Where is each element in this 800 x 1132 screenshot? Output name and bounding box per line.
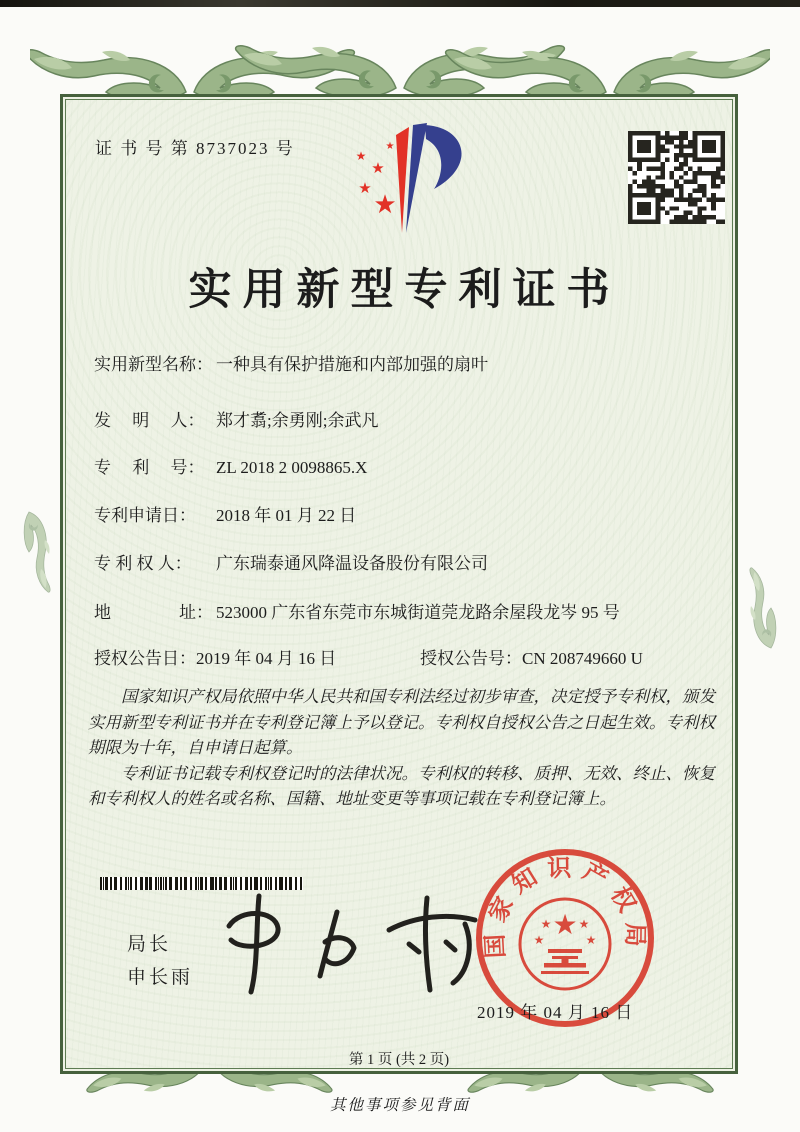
- grant-date-label: 授权公告日：: [94, 649, 196, 668]
- svg-text:★: ★: [373, 190, 397, 219]
- field-value: 一种具有保护措施和内部加强的扇叶: [216, 355, 488, 374]
- field-value: 广东瑞泰通风降温设备股份有限公司: [216, 554, 488, 573]
- field-label: 专 利 权 人：: [94, 554, 192, 573]
- officer-title: 局长: [127, 934, 172, 955]
- field-row-patent-number: [94, 453, 714, 478]
- field-row-patentee: [94, 549, 714, 574]
- svg-text:★: ★: [385, 141, 395, 152]
- cnipa-logo-icon: [338, 113, 488, 235]
- svg-text:★: ★: [552, 910, 578, 941]
- field-row-grant: [94, 644, 714, 669]
- seal-text: 国家知识产权局: [482, 855, 648, 959]
- field-row-invention-name: [94, 350, 714, 375]
- field-label: 专利申请日：: [94, 506, 196, 525]
- svg-text:★: ★: [355, 149, 367, 163]
- legal-paragraph-grant: 国家知识产权局依照中华人民共和国专利法经过初步审查，决定授予专利权，颁发实用新型专利证书并在专利登记簿上予以登记。专利权自授权公告之日起生效。专利权期限为十年，自申请日起算。: [88, 687, 715, 757]
- certificate-title: 实用新型专利证书: [188, 267, 621, 314]
- legal-text-block: [88, 684, 715, 812]
- field-label: 实用新型名称：: [94, 355, 213, 374]
- field-value: ZL 2018 2 0098865.X: [216, 458, 368, 477]
- legal-paragraph-register: 专利证书记载专利权登记时的法律状况。专利权的转移、质押、无效、终止、恢复和专利权人的姓名或名称、国籍、地址变更等事项记载在专利登记簿上。: [88, 763, 715, 808]
- svg-text:★: ★: [358, 181, 372, 197]
- officer-name: 申长雨: [127, 967, 194, 988]
- floral-flourish-right: [742, 500, 782, 660]
- field-value: 523000 广东省东莞市东城街道莞龙路余屋段龙岑 95 号: [216, 603, 620, 622]
- grant-number-value: CN 208749660 U: [522, 649, 643, 668]
- field-value: 郑才翥;余勇刚;余武凡: [216, 411, 379, 430]
- field-label: 地 址：: [94, 603, 213, 622]
- field-row-inventors: [94, 406, 714, 431]
- svg-text:★: ★: [533, 933, 545, 947]
- handwritten-signature-icon: [213, 886, 491, 998]
- svg-text:★: ★: [540, 917, 552, 931]
- svg-text:★: ★: [585, 933, 597, 947]
- field-row-address: [94, 598, 714, 623]
- field-label: 发 明 人：: [94, 411, 205, 430]
- svg-text:★: ★: [371, 161, 385, 177]
- svg-text:国家知识产权局: [481, 855, 648, 959]
- qr-code-icon: [628, 131, 725, 224]
- page-indicator: 第 1 页 (共 2 页): [348, 1052, 450, 1068]
- field-row-filing-date: [94, 501, 714, 526]
- field-label: 专 利 号：: [94, 458, 205, 477]
- grant-date-value: 2019 年 04 月 16 日: [196, 649, 337, 668]
- grant-number-label: 授权公告号：: [420, 649, 522, 668]
- svg-text:★: ★: [578, 917, 590, 931]
- floral-flourish-left: [18, 500, 58, 660]
- scan-edge-artifact: [0, 0, 800, 7]
- back-note: 其他事项参见背面: [329, 1097, 470, 1114]
- seal-date: 2019 年 04 月 16 日: [477, 1003, 634, 1022]
- certificate-number: 证 书 号 第 8737023 号: [95, 139, 295, 158]
- field-value: 2018 年 01 月 22 日: [216, 506, 357, 525]
